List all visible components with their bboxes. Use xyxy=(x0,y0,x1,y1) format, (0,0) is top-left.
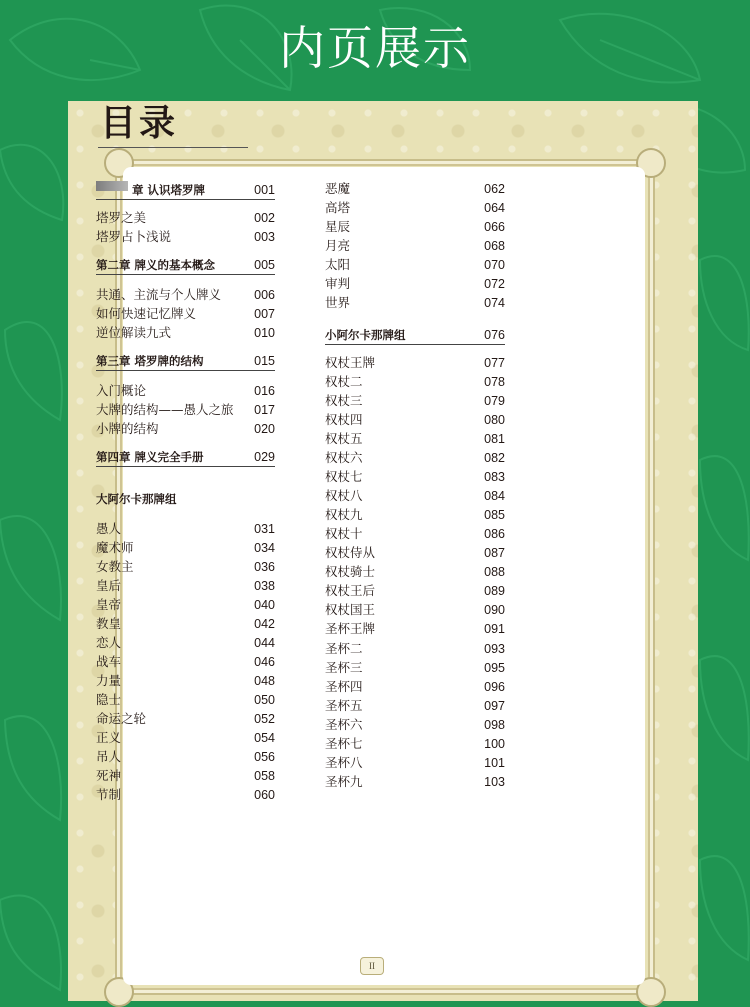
toc-page-number: 010 xyxy=(254,326,275,340)
toc-entry xyxy=(96,558,275,576)
toc-entry xyxy=(96,615,275,633)
toc-entry-label: 共通、主流与个人牌义 xyxy=(96,287,222,302)
toc-entry-label: 权杖五 xyxy=(325,431,363,446)
toc-entry-label: 战车 xyxy=(96,654,122,669)
toc-entry xyxy=(96,729,275,747)
toc-entry xyxy=(325,544,505,562)
toc-entry xyxy=(325,773,505,791)
toc-page-number: 077 xyxy=(484,356,505,370)
toc-entry-label: 恶魔 xyxy=(325,181,351,196)
toc-page-number: 060 xyxy=(254,788,275,802)
toc-entry xyxy=(325,735,505,753)
toc-entry xyxy=(96,539,275,557)
toc-entry xyxy=(325,678,505,696)
toc-entry-label: 圣杯六 xyxy=(325,717,363,732)
toc-entry xyxy=(96,401,275,419)
toc-page-number: 064 xyxy=(484,201,505,215)
toc-entry-label: 圣杯九 xyxy=(325,774,363,789)
toc-entry xyxy=(325,620,505,638)
toc-page-number: 089 xyxy=(484,584,505,598)
toc-page-number: 058 xyxy=(254,769,275,783)
toc-page-number: 002 xyxy=(254,211,275,225)
toc-entry-label: 权杖二 xyxy=(325,374,363,389)
toc-page-number: 048 xyxy=(254,674,275,688)
toc-entry xyxy=(325,294,505,312)
toc-entry-label: 塔罗之美 xyxy=(96,210,147,225)
toc-entry-label: 死神 xyxy=(96,768,122,783)
toc-entry-label: 权杖王牌 xyxy=(325,355,376,370)
toc-entry-label: 高塔 xyxy=(325,200,351,215)
toc-page-number: 085 xyxy=(484,508,505,522)
toc-entry xyxy=(96,767,275,785)
toc-entry xyxy=(325,449,505,467)
toc-entry xyxy=(325,601,505,619)
toc-entry-label: 正义 xyxy=(96,730,122,745)
toc-entry-label: 权杖八 xyxy=(325,488,363,503)
toc-page-number: 042 xyxy=(254,617,275,631)
toc-entry xyxy=(325,411,505,429)
toc-entry-label: 第二章 牌义的基本概念 xyxy=(96,258,216,272)
toc-page-number: 086 xyxy=(484,527,505,541)
toc-entry xyxy=(325,218,505,236)
toc-page-number: 044 xyxy=(254,636,275,650)
toc-page-number: 005 xyxy=(254,258,275,272)
toc-entry-label: 权杖九 xyxy=(325,507,363,522)
toc-page-number: 040 xyxy=(254,598,275,612)
toc-entry xyxy=(325,392,505,410)
toc-entry xyxy=(325,697,505,715)
toc-entry-label: 圣杯王牌 xyxy=(325,621,376,636)
toc-entry-label: 权杖三 xyxy=(325,393,363,408)
toc-page-number: 020 xyxy=(254,422,275,436)
toc-entry-label: 大牌的结构——愚人之旅 xyxy=(96,402,234,417)
toc-page-number: 054 xyxy=(254,731,275,745)
toc-page-number: 078 xyxy=(484,375,505,389)
toc-page-number: 093 xyxy=(484,642,505,656)
toc-page-number: 031 xyxy=(254,522,275,536)
toc-entry-label: 权杖国王 xyxy=(325,602,376,617)
toc-entry-label: 权杖侍从 xyxy=(325,545,376,560)
toc-entry-label: 皇后 xyxy=(96,578,122,593)
toc-page-number: 036 xyxy=(254,560,275,574)
toc-entry-label: 魔术师 xyxy=(96,540,134,555)
toc-entry-label: 小牌的结构 xyxy=(96,421,159,436)
toc-page-number: 050 xyxy=(254,693,275,707)
toc-page-number: 084 xyxy=(484,489,505,503)
toc-entry-label: 圣杯二 xyxy=(325,641,363,656)
toc-entry xyxy=(325,275,505,293)
toc-page-number: 006 xyxy=(254,288,275,302)
toc-entry xyxy=(325,716,505,734)
toc-entry-label: 圣杯五 xyxy=(325,698,363,713)
toc-entry-label: 权杖六 xyxy=(325,450,363,465)
toc-entry-label: 节制 xyxy=(96,787,122,802)
toc-page-number: 062 xyxy=(484,182,505,196)
toc-page-number: 087 xyxy=(484,546,505,560)
toc-entry xyxy=(325,180,505,198)
toc-entry-label: 圣杯三 xyxy=(325,660,363,675)
toc-section-heading xyxy=(325,326,505,345)
toc-entry xyxy=(96,577,275,595)
toc-entry-label: 圣杯八 xyxy=(325,755,363,770)
toc-page-number: 081 xyxy=(484,432,505,446)
toc-entry-label: 圣杯七 xyxy=(325,736,363,751)
toc-entry xyxy=(96,305,275,323)
toc-entry-label: 权杖十 xyxy=(325,526,363,541)
toc-entry-label: 皇帝 xyxy=(96,597,122,612)
toc-entry xyxy=(96,634,275,652)
toc-entry-label: 力量 xyxy=(96,673,122,688)
toc-page-number: 046 xyxy=(254,655,275,669)
toc-page-number: 082 xyxy=(484,451,505,465)
page-header-title: 内页展示 xyxy=(279,21,471,75)
toc-entry xyxy=(325,525,505,543)
toc-entry xyxy=(96,209,275,227)
toc-entry-label: 教皇 xyxy=(96,616,122,631)
toc-entry xyxy=(325,354,505,372)
toc-page-number: 056 xyxy=(254,750,275,764)
toc-entry xyxy=(325,468,505,486)
toc-entry-label: 圣杯四 xyxy=(325,679,363,694)
toc-entry xyxy=(96,596,275,614)
toc-entry-label: 审判 xyxy=(325,276,351,291)
toc-entry-label: 命运之轮 xyxy=(96,711,147,726)
toc-page-number: 003 xyxy=(254,230,275,244)
toc-entry xyxy=(325,199,505,217)
toc-entry-label: 愚人 xyxy=(96,521,122,536)
toc-page-number: 096 xyxy=(484,680,505,694)
toc-page-number: 101 xyxy=(484,756,505,770)
toc-page-number: 103 xyxy=(484,775,505,789)
toc-entry xyxy=(96,324,275,342)
toc-entry-label: 权杖骑士 xyxy=(325,564,376,579)
toc-chapter-heading xyxy=(96,352,275,371)
toc-entry-label: 塔罗占卜浅说 xyxy=(96,229,172,244)
toc-page-number: 090 xyxy=(484,603,505,617)
toc-page-number: 070 xyxy=(484,258,505,272)
toc-entry-label: 逆位解读九式 xyxy=(96,325,172,340)
toc-entry xyxy=(325,640,505,658)
toc-entry xyxy=(96,672,275,690)
toc-entry-label: 星辰 xyxy=(325,219,351,234)
redaction-bar xyxy=(96,181,128,191)
toc-entry xyxy=(325,506,505,524)
toc-title-underline xyxy=(98,147,248,148)
toc-entry xyxy=(325,659,505,677)
toc-entry xyxy=(325,373,505,391)
toc-entry xyxy=(96,286,275,304)
toc-entry xyxy=(96,748,275,766)
toc-page-number: 066 xyxy=(484,220,505,234)
toc-entry-label: 权杖王后 xyxy=(325,583,376,598)
toc-entry-label: 太阳 xyxy=(325,257,351,272)
toc-page-number: 079 xyxy=(484,394,505,408)
toc-entry-label: 第三章 塔罗牌的结构 xyxy=(96,354,204,368)
toc-page-number: 080 xyxy=(484,413,505,427)
toc-page-number: 016 xyxy=(254,384,275,398)
toc-entry-label: 权杖七 xyxy=(325,469,363,484)
toc-entry-label: 恋人 xyxy=(96,635,122,650)
toc-entry xyxy=(325,487,505,505)
toc-entry xyxy=(96,653,275,671)
toc-chapter-heading xyxy=(96,181,275,200)
toc-entry xyxy=(325,563,505,581)
toc-entry-label: 女教主 xyxy=(96,559,134,574)
toc-entry-label: 如何快速记忆牌义 xyxy=(96,306,197,321)
toc-page-number: 029 xyxy=(254,450,275,464)
toc-entry-label: 章 认识塔罗牌 xyxy=(132,183,206,197)
toc-entry xyxy=(325,754,505,772)
page-number: II xyxy=(360,957,384,975)
toc-page-number: 095 xyxy=(484,661,505,675)
toc-entry-label: 入门概论 xyxy=(96,383,147,398)
toc-page-number: 015 xyxy=(254,354,275,368)
toc-entry xyxy=(96,420,275,438)
toc-page-number: 034 xyxy=(254,541,275,555)
toc-page-number: 083 xyxy=(484,470,505,484)
toc-entry xyxy=(96,710,275,728)
toc-page-number: 074 xyxy=(484,296,505,310)
toc-page-number: 068 xyxy=(484,239,505,253)
toc-page-number: 001 xyxy=(254,183,275,197)
toc-page-number: 100 xyxy=(484,737,505,751)
toc-section-heading xyxy=(96,490,275,508)
toc-entry xyxy=(96,382,275,400)
toc-entry xyxy=(325,582,505,600)
toc-title: 目录 xyxy=(100,102,179,144)
toc-entry-label: 吊人 xyxy=(96,749,122,764)
toc-entry-label: 小阿尔卡那牌组 xyxy=(325,328,406,342)
toc-entry xyxy=(325,256,505,274)
toc-page-number: 038 xyxy=(254,579,275,593)
toc-entry-label: 大阿尔卡那牌组 xyxy=(96,492,177,506)
toc-page-number: 088 xyxy=(484,565,505,579)
toc-chapter-heading xyxy=(96,448,275,467)
toc-entry xyxy=(96,228,275,246)
toc-page-number: 098 xyxy=(484,718,505,732)
toc-entry xyxy=(325,237,505,255)
toc-entry-label: 世界 xyxy=(325,295,351,310)
toc-entry-label: 第四章 牌义完全手册 xyxy=(96,450,204,464)
toc-entry-label: 权杖四 xyxy=(325,412,363,427)
toc-entry xyxy=(96,691,275,709)
toc-entry xyxy=(96,520,275,538)
toc-page-number: 091 xyxy=(484,622,505,636)
toc-page-number: 097 xyxy=(484,699,505,713)
toc-entry xyxy=(96,786,275,804)
toc-entry-label: 隐士 xyxy=(96,692,122,707)
toc-page-number: 052 xyxy=(254,712,275,726)
toc-page-number: 072 xyxy=(484,277,505,291)
toc-page-number: 007 xyxy=(254,307,275,321)
toc-page-number: 076 xyxy=(484,328,505,342)
toc-chapter-heading xyxy=(96,256,275,275)
toc-entry xyxy=(325,430,505,448)
toc-page-number: 017 xyxy=(254,403,275,417)
toc-entry-label: 月亮 xyxy=(325,238,351,253)
